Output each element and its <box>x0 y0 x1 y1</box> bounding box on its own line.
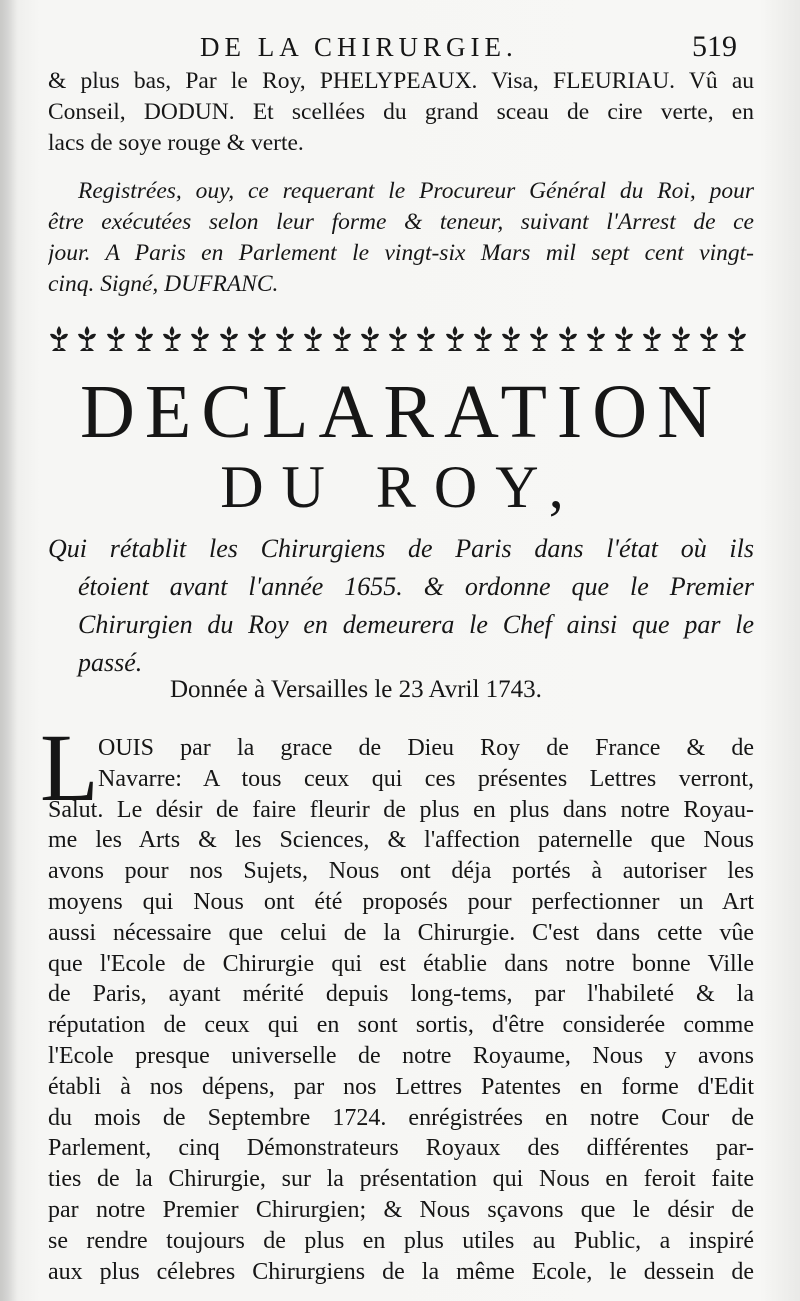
fleuron-ornament <box>331 324 353 354</box>
preceding-signature-text <box>48 66 754 159</box>
fleuron-ornament <box>218 324 240 354</box>
text-line: Conseil, DODUN. Et scellées du grand sceau de cire verte, en <box>48 99 754 125</box>
fleuron-ornament <box>641 324 663 354</box>
fleuron-ornament <box>670 324 692 354</box>
fleuron-ornament <box>698 324 720 354</box>
body-text <box>48 733 754 1287</box>
text-line: l'Ecole presque universelle de notre Royaume, Nous y avons <box>48 1042 754 1069</box>
declaration-title: DECLARATION <box>80 370 722 454</box>
text-line: Qui rétablit les Chirurgiens de Paris dans l'état où ils <box>48 534 754 563</box>
text-line: Chirurgien du Roy en demeurera le Chef ainsi que par le <box>78 610 754 639</box>
fleuron-ornament <box>302 324 324 354</box>
fleuron-ornament <box>105 324 127 354</box>
text-line: Parlement, cinq Démonstrateurs Royaux des différentes par- <box>48 1135 754 1162</box>
text-line: ties de la Chirurgie, sur la présentation qui Nous en feroit faite <box>48 1166 754 1193</box>
fleuron-ornament-band <box>48 322 748 356</box>
drop-cap: L <box>40 714 99 821</box>
fleuron-ornament <box>359 324 381 354</box>
text-line: établi à nos dépens, par nos Lettres Patentes en forme d'Edit <box>48 1073 754 1100</box>
text-line: de Paris, ayant mérité depuis long-tems, par l'habileté & la <box>48 981 754 1008</box>
text-line: moyens qui Nous ont été proposés pour perfectionner un Art <box>48 888 754 915</box>
text-line: & plus bas, Par le Roy, PHELYPEAUX. Visa, FLEURIAU. Vû au <box>48 68 754 94</box>
text-line: que l'Ecole de Chirurgie qui est établie dans notre bonne Ville <box>48 950 754 977</box>
page-number: 519 <box>692 30 737 63</box>
text-line: aux plus célebres Chirurgiens de la même Ecole, le dessein de <box>48 1258 754 1285</box>
running-head <box>0 30 800 70</box>
text-line: par notre Premier Chirurgien; & Nous sçavons que le désir de <box>48 1196 754 1223</box>
fleuron-ornament <box>528 324 550 354</box>
registration-notice <box>48 176 754 300</box>
text-line: jour. A Paris en Parlement le vingt-six Mars mil sept cent vingt- <box>48 240 754 266</box>
fleuron-ornament <box>444 324 466 354</box>
text-line: OUIS par la grace de Dieu Roy de France & de <box>98 735 754 761</box>
fleuron-ornament <box>415 324 437 354</box>
fleuron-ornament <box>161 324 183 354</box>
fleuron-ornament <box>48 324 70 354</box>
fleuron-ornament <box>76 324 98 354</box>
page-gutter-shadow <box>0 0 18 1301</box>
running-title: DE LA CHIRURGIE. <box>200 32 518 62</box>
text-line: réputation de ceux qui en sont sortis, d'être considerée comme <box>48 1012 754 1039</box>
fleuron-ornament <box>133 324 155 354</box>
fleuron-ornament <box>500 324 522 354</box>
fleuron-ornament <box>726 324 748 354</box>
declaration-subtitle: DU ROY, <box>220 454 582 520</box>
text-line: du mois de Septembre 1724. enrégistrées en notre Cour de <box>48 1104 754 1131</box>
declaration-summary <box>48 530 754 682</box>
fleuron-ornament <box>189 324 211 354</box>
text-line: être exécutées selon leur forme & teneur, suivant l'Arrest de ce <box>48 209 754 235</box>
given-date-line: Donnée à Versailles le 23 Avril 1743. <box>170 676 542 703</box>
text-line: passé. <box>78 648 143 677</box>
fleuron-ornament <box>472 324 494 354</box>
text-line: Registrées, ouy, ce requerant le Procureur Général du Roi, pour <box>78 178 754 204</box>
fleuron-ornament <box>585 324 607 354</box>
fleuron-ornament <box>387 324 409 354</box>
text-line: se rendre toujours de plus en plus utiles au Public, a inspiré <box>48 1227 754 1254</box>
text-line: Salut. Le désir de faire fleurir de plus en plus dans notre Royau- <box>48 796 754 823</box>
text-line: aussi nécessaire que celui de la Chirurgie. C'est dans cette vûe <box>48 919 754 946</box>
fleuron-ornament <box>274 324 296 354</box>
fleuron-ornament <box>613 324 635 354</box>
text-line: étoient avant l'année 1655. & ordonne que le Premier <box>78 572 754 601</box>
fleuron-ornament <box>557 324 579 354</box>
text-line: me les Arts & les Sciences, & l'affection paternelle que Nous <box>48 827 754 854</box>
text-line: cinq. Signé, DUFRANC. <box>48 271 279 297</box>
text-line: Navarre: A tous ceux qui ces présentes Lettres verront, <box>98 765 754 792</box>
text-line: avons pour nos Sujets, Nous ont déja portés à autoriser les <box>48 858 754 885</box>
fleuron-ornament <box>246 324 268 354</box>
text-line: lacs de soye rouge & verte. <box>48 130 304 156</box>
